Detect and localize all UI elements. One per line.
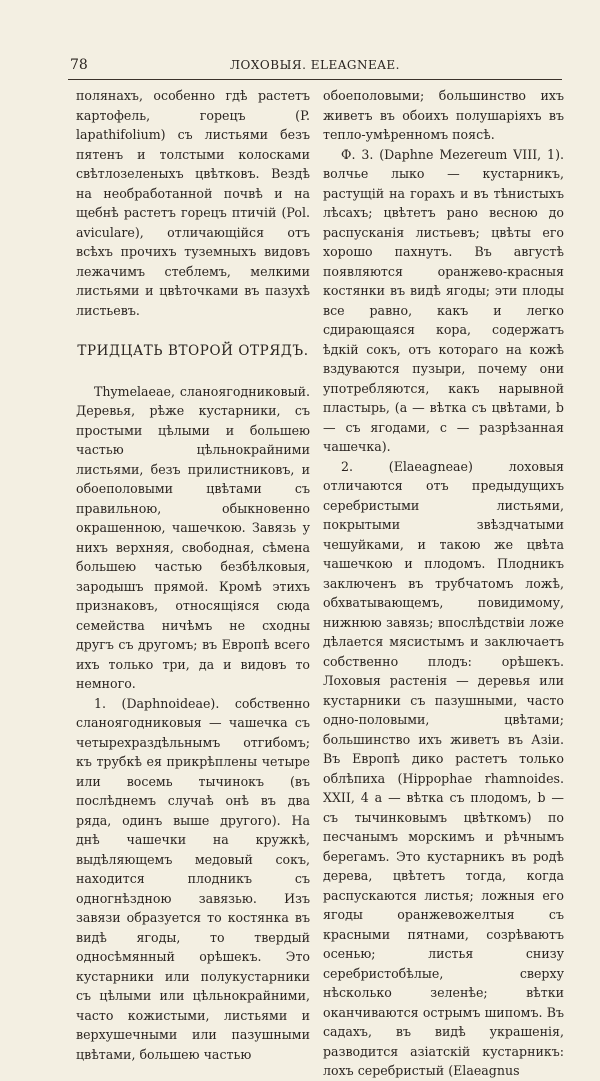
right-column [323, 86, 564, 1081]
running-title: ЛОХОВЫЯ. ELEAGNEAE. [230, 58, 400, 72]
page-header [68, 57, 562, 80]
left-paragraph-1: полянахъ, особенно гдѣ растетъ картофель, горецъ (P. lapathifolium) съ листьями безъ пятенъ и толстыми колосками свѣтлозеленыхъ цвѣтковъ. Вездѣ на необработанной почвѣ и на щебнѣ растетъ горецъ птичій (Pol. aviculare), отличающійся отъ всѣхъ прочихъ туземныхъ видовъ лежачимъ стеблемъ, мелкими листьями и цвѣточками въ пазухѣ листьевъ. [76, 88, 310, 318]
right-paragraph-1: обоеполовыми; большинство ихъ живетъ въ обоихъ полушаріяхъ въ тепло-умѣренномъ поясѣ. [323, 88, 564, 142]
left-column [76, 86, 310, 1064]
left-paragraph-2: Thymelaeae, сланоягодниковый. Деревья, рѣже кустарники, съ простыми цѣлыми и большею частью цѣльнокрайними листьями, безъ прилистниковъ, и обоеполовыми цвѣтами съ правильною, обыкновенно окрашенною, чашечкою. Завязь у нихъ верхняя, свободная, сѣмена большею частью безбѣлковыя, зародышъ прямой. Кромѣ этихъ признаковъ, относящіяся сюда семейства ничѣмъ не сходны другъ съ другомъ; въ Европѣ всего ихъ только три, да и видовъ то немного. [76, 383, 310, 691]
section-heading: ТРИДЦАТЬ ВТОРОЙ ОТРЯДЪ. [77, 343, 309, 359]
left-paragraph-3: 1. (Daphnoideae). собственно сланоягодниковыя — чашечка съ четырехраздѣльнымъ отгибомъ; къ трубкѣ ея прикрѣплены четыре или восемь тычинокъ (въ послѣднемъ случаѣ онѣ въ два ряда, одинъ выше другого). На днѣ чашечки на кружкѣ, выдѣляющемъ медовый сокъ, находится плодникъ съ одногнѣздною завязью. Изъ завязи образуется то костянка въ видѣ ягоды, то твердый односѣмянный орѣшекъ. Это кустарники или полукустарники съ цѣлыми или цѣльнокрайними, часто кожистыми, листьями и верхушечными или пазушными цвѣтами, большею частью [76, 695, 310, 1062]
right-paragraph-2: Ф. 3. (Daphne Mezereum VIII, 1). волчье лыко — кустарникъ, растущій на горахъ и въ тѣнистыхъ лѣсахъ; цвѣтетъ рано весною до распусканія листьевъ; цвѣты его хорошо пахнутъ. Въ августѣ появляются оранжево-красныя костянки въ видѣ ягоды; эти плоды все равно, какъ и легко сдирающаяся кора, содержатъ ѣдкій сокъ, отъ котораго на кожѣ вздуваются пузыри, почему они употребляются, какъ нарывной пластырь, (a — вѣтка съ цвѣтами, b — съ ягодами, c — разрѣзанная чашечка). [323, 146, 564, 454]
page-number: 78 [70, 57, 88, 73]
right-paragraph-3: 2. (Elaeagneae) лоховыя отличаются отъ предыдущихъ серебристыми листьями, покрытыми звѣздчатыми чешуйками, и такою же цвѣта чашечкою и плодомъ. Плодникъ заключенъ въ трубчатомъ ложѣ, обхватывающемъ, повидимому, нижнюю завязь; впослѣдствіи ложе дѣлается мясистымъ и заключаетъ собственно плодъ: орѣшекъ. Лоховыя растенія — деревья или кустарники съ пазушными, часто одно-половыми, цвѣтами; большинство ихъ живетъ въ Азіи. Въ Европѣ дико растетъ только облѣпиха (Hippophae rhamnoides. XXII, 4 a — вѣтка съ плодомъ, b — съ тычинковымъ цвѣткомъ) по песчанымъ морскимъ и рѣчнымъ берегамъ. Это кустарникъ въ родѣ дерева, цвѣтетъ тогда, когда распускаются листья; ложныя его ягоды оранжевожелтыя съ красными пятнами, созрѣваютъ осенью; листья снизу серебристобѣлые, сверху нѣсколько зеленѣе; вѣтки оканчиваются острымъ шипомъ. Въ садахъ, въ видѣ украшенія, разводится азіатскій кустарникъ: лохъ серебристый (Elaeagnus [323, 458, 564, 1078]
